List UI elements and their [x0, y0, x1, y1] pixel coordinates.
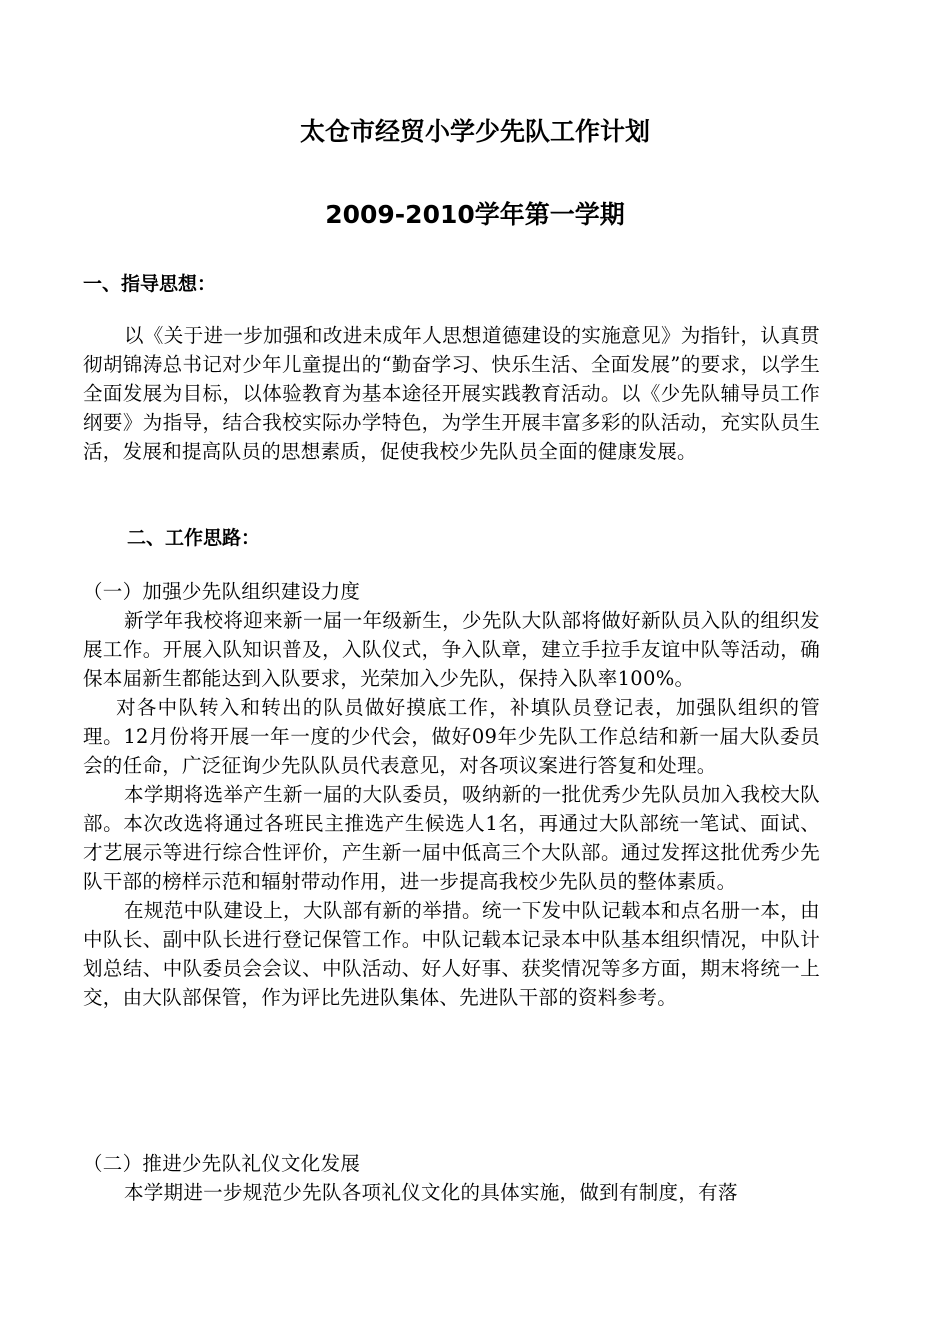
part1-paragraph: 对各中队转入和转出的队员做好摸底工作，补填队员登记表，加强队组织的管理。12月份将开展一年一度的少代会，做好09年少先队工作总结和新一届大队委员会的任命，广泛征询少先队队员代表意见，对各项议案进行答复和处理。	[83, 696, 820, 777]
part2-heading: （二）推进少先队礼仪文化发展	[83, 1152, 361, 1175]
section1-body	[83, 321, 820, 466]
section1-paragraph: 以《关于进一步加强和改进未成年人思想道德建设的实施意见》为指针，认真贯彻胡锦涛总书记对少年儿童提出的“勤奋学习、快乐生活、全面发展”的要求，以学生全面发展为目标，以体验教育为基本途径开展实践教育活动。以《少先队辅导员工作纲要》为指导，结合我校实际办学特色，为学生开展丰富多彩的队活动，充实队员生活，发展和提高队员的思想素质，促使我校少先队员全面的健康发展。	[83, 324, 820, 463]
part1-paragraph: 本学期将选举产生新一届的大队委员，吸纳新的一批优秀少先队员加入我校大队部。本次改选将通过各班民主推选产生候选人1名，再通过大队部统一笔试、面试、才艺展示等进行综合性评价，产生新一届中低高三个大队部。通过发挥这批优秀少先队干部的榜样示范和辐射带动作用，进一步提高我校少先队员的整体素质。	[83, 783, 820, 893]
section1-heading: 一、指导思想：	[83, 273, 217, 295]
part1-heading: （一）加强少先队组织建设力度	[83, 580, 361, 603]
section2-part1-body	[83, 577, 820, 1012]
part2-paragraph: 本学期进一步规范少先队各项礼仪文化的具体实施，做到有制度，有落	[123, 1181, 738, 1204]
section2-part2-body	[83, 1149, 820, 1207]
part1-paragraph: 新学年我校将迎来新一届一年级新生，少先队大队部将做好新队员入队的组织发展工作。开展入队知识普及，入队仪式，争入队章，建立手拉手友谊中队等活动，确保本届新生都能达到入队要求，光荣加入少先队，保持入队率100%。	[83, 609, 820, 690]
part1-paragraph: 在规范中队建设上，大队部有新的举措。统一下发中队记载本和点名册一本，由中队长、副中队长进行登记保管工作。中队记载本记录本中队基本组织情况，中队计划总结、中队委员会会议、中队活动、好人好事、获奖情况等多方面，期末将统一上交，由大队部保管，作为评比先进队集体、先进队干部的资料参考。	[83, 899, 820, 1009]
document-subtitle: 2009-2010学年第一学期	[325, 200, 625, 229]
document-title: 太仓市经贸小学少先队工作计划	[299, 117, 650, 146]
section2-heading: 二、工作思路：	[127, 527, 261, 549]
